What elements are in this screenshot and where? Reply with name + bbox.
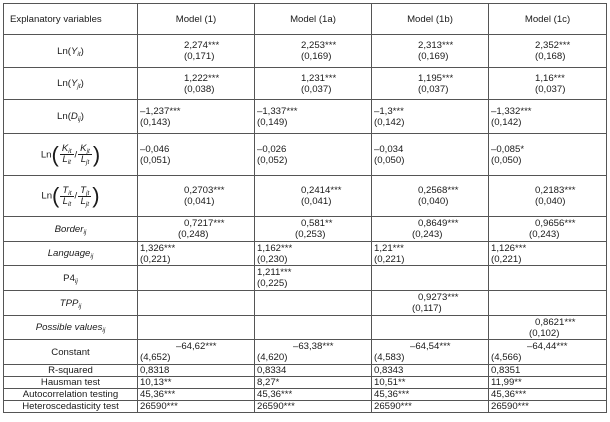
cell-constant-m1c: –64,44*** (4,566) [489,340,607,365]
cell-language-m1b: 1,21*** (0,221) [372,242,489,266]
label-border: Border$_{ij}$ [4,217,138,242]
cell-autocorr-m1: 45,36*** [138,389,255,401]
label-tpp: $TPP_{ij}$ [4,291,138,316]
cell-border-m1c: 0,9656*** (0,243) [489,217,607,242]
cell-yi-m1b: 2,313*** (0,169) [372,35,489,68]
cell-d-m1b: –1,3*** (0,142) [372,100,489,134]
cell-hetero-m1: 26590*** [138,401,255,413]
cell-autocorr-m1c: 45,36*** [489,389,607,401]
cell-kl-m1: –0,046 (0,051) [138,134,255,176]
row-heteroscedasticity [4,401,607,413]
cell-constant-m1: –64,62*** (4,652) [138,340,255,365]
cell-p4-m1c [489,266,607,291]
row-tpp [4,291,607,316]
row-ln-yj [4,68,607,100]
cell-tl-m1b: 0,2568*** (0,040) [372,176,489,217]
cell-hetero-m1b: 26590*** [372,401,489,413]
cell-rsq-m1b: 0,8343 [372,365,489,377]
cell-constant-m1b: –64,54*** (4,583) [372,340,489,365]
label-ln-tl: Ln( $\frac{T_{it}}{L_{it}}$ / $\frac{T_{jt}}{L_{jt}}$ ) [4,176,138,217]
row-possible-values [4,316,607,340]
label-r-squared: R-squared [4,365,138,377]
row-ln-d [4,100,607,134]
row-hausman [4,377,607,389]
cell-constant-m1a: –63,38*** (4,620) [255,340,372,365]
label-ln-kl: Ln( $\frac{K_{it}}{L_{it}}$ / $\frac{K_{jt}}{L_{jt}}$ ) [4,134,138,176]
label-ln-yi: $Ln(Y_{it})$ [4,35,138,68]
header-model-1b: Model (1b) [372,4,489,35]
cell-language-m1: 1,326*** (0,221) [138,242,255,266]
label-heteroscedasticity: Heteroscedasticity test [4,401,138,413]
label-hausman: Hausman test [4,377,138,389]
cell-border-m1a: 0,581** (0,253) [255,217,372,242]
label-constant: Constant [4,340,138,365]
cell-possible-m1c: 0,8621*** (0,102) [489,316,607,340]
label-possible-values: Possible values$_{ij}$ [4,316,138,340]
label-language: Language$_{ij}$ [4,242,138,266]
cell-yj-m1a: 1,231*** (0,037) [255,68,372,100]
row-p4 [4,266,607,291]
header-model-1a: Model (1a) [255,4,372,35]
label-ln-d: $Ln(D_{ij})$ [4,100,138,134]
cell-tpp-m1c [489,291,607,316]
cell-yj-m1b: 1,195*** (0,037) [372,68,489,100]
cell-p4-m1 [138,266,255,291]
row-ln-yi [4,35,607,68]
cell-kl-m1a: –0,026 (0,052) [255,134,372,176]
label-ln-yj: $Ln(Y_{jt})$ [4,68,138,100]
cell-yi-m1a: 2,253*** (0,169) [255,35,372,68]
cell-yi-m1c: 2,352*** (0,168) [489,35,607,68]
regression-table [3,3,607,413]
cell-d-m1a: –1,337*** (0,149) [255,100,372,134]
row-autocorrelation [4,389,607,401]
cell-autocorr-m1b: 45,36*** [372,389,489,401]
cell-hetero-m1a: 26590*** [255,401,372,413]
cell-tl-m1: 0,2703*** (0,041) [138,176,255,217]
row-ln-kl [4,134,607,176]
cell-p4-m1b [372,266,489,291]
cell-tpp-m1 [138,291,255,316]
header-variables: Explanatory variables [4,4,138,35]
cell-possible-m1b [372,316,489,340]
label-autocorrelation: Autocorrelation testing [4,389,138,401]
cell-border-m1: 0,7217*** (0,248) [138,217,255,242]
cell-kl-m1b: –0,034 (0,050) [372,134,489,176]
cell-rsq-m1c: 0,8351 [489,365,607,377]
cell-language-m1c: 1,126*** (0,221) [489,242,607,266]
cell-d-m1: –1,237*** (0,143) [138,100,255,134]
cell-rsq-m1: 0,8318 [138,365,255,377]
row-ln-tl [4,176,607,217]
label-p4: $P4_{ij}$ [4,266,138,291]
cell-d-m1c: –1,332*** (0,142) [489,100,607,134]
cell-autocorr-m1a: 45,36*** [255,389,372,401]
cell-possible-m1a [255,316,372,340]
row-constant [4,340,607,365]
cell-hausman-m1: 10,13** [138,377,255,389]
cell-rsq-m1a: 0,8334 [255,365,372,377]
row-border [4,217,607,242]
cell-hausman-m1a: 8,27* [255,377,372,389]
header-row [4,4,607,35]
cell-hausman-m1b: 10,51** [372,377,489,389]
cell-kl-m1c: –0,085* (0,050) [489,134,607,176]
header-model-1: Model (1) [138,4,255,35]
cell-hausman-m1c: 11,99** [489,377,607,389]
cell-tl-m1c: 0,2183*** (0,040) [489,176,607,217]
cell-possible-m1 [138,316,255,340]
cell-tl-m1a: 0,2414*** (0,041) [255,176,372,217]
cell-hetero-m1c: 26590*** [489,401,607,413]
cell-p4-m1a: 1,211*** (0,225) [255,266,372,291]
cell-language-m1a: 1,162*** (0,230) [255,242,372,266]
cell-yi-m1: 2,274*** (0,171) [138,35,255,68]
cell-border-m1b: 0,8649*** (0,243) [372,217,489,242]
cell-yj-m1c: 1,16*** (0,037) [489,68,607,100]
row-language [4,242,607,266]
cell-tpp-m1b: 0,9273*** (0,117) [372,291,489,316]
cell-tpp-m1a [255,291,372,316]
cell-yj-m1: 1,222*** (0,038) [138,68,255,100]
header-model-1c: Model (1c) [489,4,607,35]
row-r-squared [4,365,607,377]
